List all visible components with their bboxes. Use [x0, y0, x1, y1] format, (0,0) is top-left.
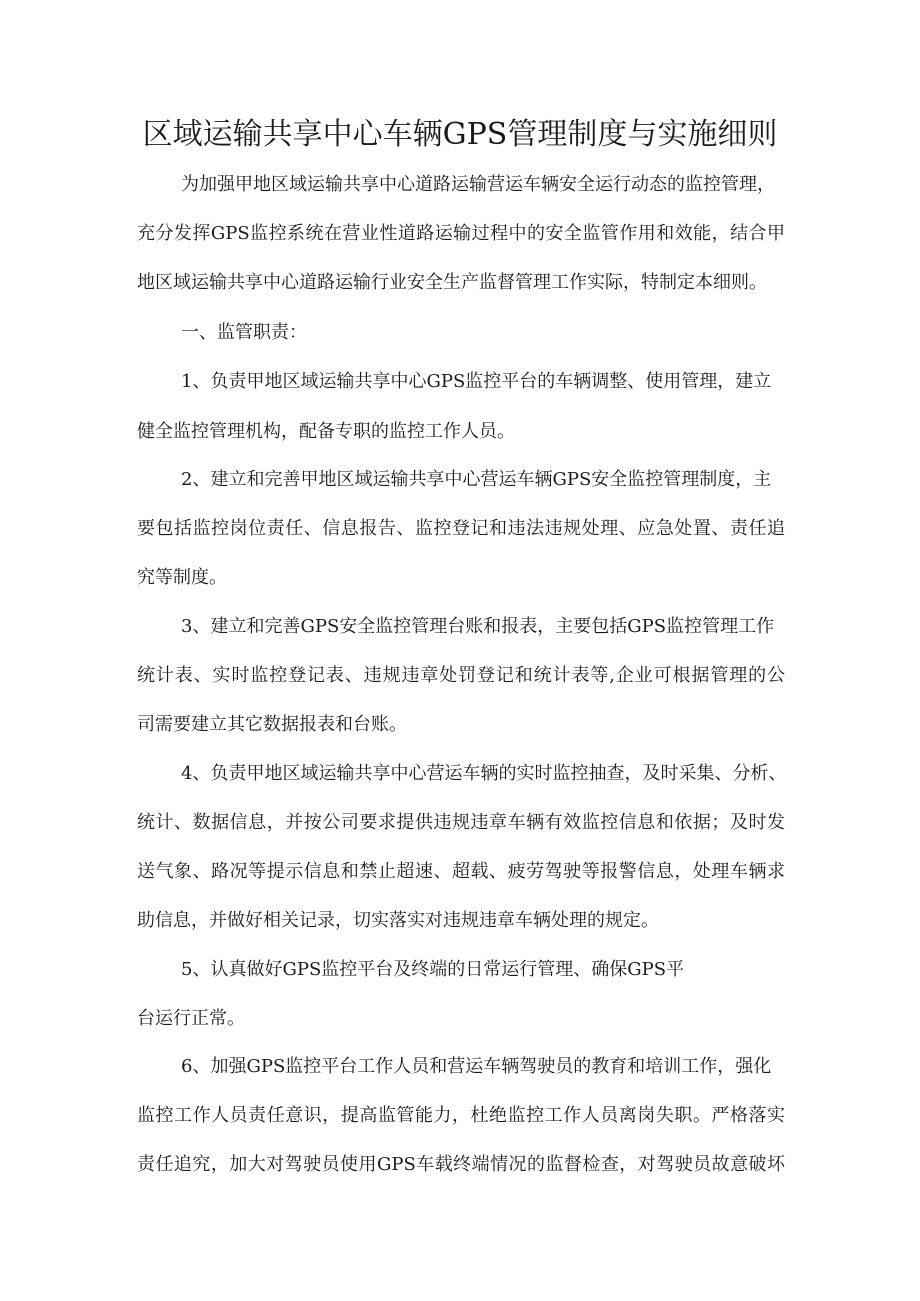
paragraph-line: 4、负责甲地区域运输共享中心营运车辆的实时监控抽查，及时采集、分析、 — [181, 763, 787, 784]
paragraph-line: 责任追究，加大对驾驶员使用GPS车载终端情况的监督检查，对驾驶员故意破坏 — [137, 1154, 785, 1175]
paragraph-line: 监控工作人员责任意识，提高监管能力，杜绝监控工作人员离岗失职。严格落实 — [137, 1105, 785, 1126]
paragraph-line: 助信息，并做好相关记录，切实落实对违规违章车辆处理的规定。 — [137, 910, 659, 931]
paragraph-line: 3、建立和完善GPS安全监控管理台账和报表，主要包括GPS监控管理工作 — [181, 616, 775, 637]
document-title: 区域运输共享中心车辆GPS管理制度与实施细则 — [142, 117, 778, 152]
paragraph-line: 要包括监控岗位责任、信息报告、监控登记和违法违规处理、应急处置、责任追 — [137, 518, 785, 539]
section-heading: 一、监管职责： — [181, 322, 307, 343]
paragraph-line: 5、认真做好GPS监控平台及终端的日常运行管理、确保GPS平 — [181, 959, 685, 980]
paragraph-line: 6、加强GPS监控平台工作人员和营运车辆驾驶员的教育和培训工作，强化 — [181, 1056, 772, 1077]
paragraph-line: 健全监控管理机构，配备专职的监控工作人员。 — [137, 421, 515, 442]
paragraph-line: 统计表、实时监控登记表、违规违章处罚登记和统计表等,企业可根据管理的公 — [137, 665, 785, 686]
paragraph-line: 台运行正常。 — [137, 1008, 245, 1029]
paragraph-line: 送气象、路况等提示信息和禁止超速、超载、疲劳驾驶等报警信息，处理车辆求 — [137, 861, 785, 882]
paragraph-line: 统计、数据信息，并按公司要求提供违规违章车辆有效监控信息和依据；及时发 — [137, 812, 785, 833]
paragraph-line: 为加强甲地区域运输共享中心道路运输营运车辆安全运行动态的监控管理， — [181, 174, 775, 195]
paragraph-line: 1、负责甲地区域运输共享中心GPS监控平台的车辆调整、使用管理，建立 — [181, 371, 772, 392]
paragraph-line: 2、建立和完善甲地区域运输共享中心营运车辆GPS安全监控管理制度，主 — [181, 469, 772, 490]
paragraph-line: 地区域运输共享中心道路运输行业安全生产监督管理工作实际，特制定本细则。 — [137, 272, 767, 293]
paragraph-line: 司需要建立其它数据报表和台账。 — [137, 714, 407, 735]
paragraph-line: 充分发挥GPS监控系统在营业性道路运输过程中的安全监管作用和效能，结合甲 — [137, 223, 785, 244]
paragraph-line: 究等制度。 — [137, 567, 227, 588]
